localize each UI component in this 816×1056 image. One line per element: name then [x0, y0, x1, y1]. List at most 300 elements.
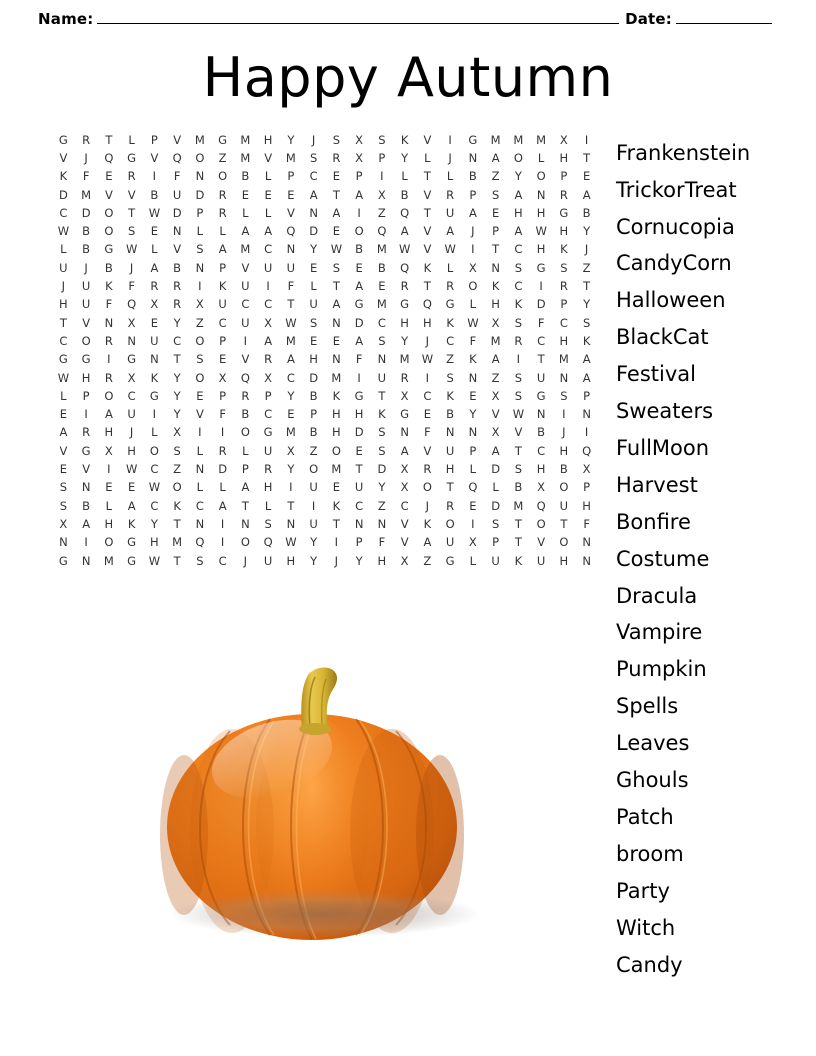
grid-cell: G [104, 242, 114, 257]
grid-cell: V [423, 224, 432, 239]
grid-cell: T [378, 388, 386, 403]
grid-cell: S [514, 260, 523, 275]
grid-cell: X [400, 553, 409, 568]
grid-cell: U [263, 443, 273, 458]
grid-cell: N [195, 516, 205, 531]
grid-cell: T [514, 443, 522, 458]
grid-cell: X [491, 425, 500, 440]
grid-cell: R [400, 279, 409, 294]
grid-cell: O [559, 535, 569, 550]
grid-cell: K [446, 315, 454, 330]
grid-cell: D [58, 187, 68, 202]
grid-cell: O [536, 516, 546, 531]
grid-cell: V [423, 443, 432, 458]
grid-cell: C [59, 333, 68, 348]
grid-cell: U [536, 553, 546, 568]
grid-cell: H [59, 297, 68, 312]
grid-cell: T [173, 516, 181, 531]
grid-cell: T [355, 462, 363, 477]
grid-cell: A [309, 187, 318, 202]
word-list-item: Ghouls [616, 768, 689, 793]
grid-cell: E [105, 169, 113, 184]
grid-cell: W [467, 315, 479, 330]
word-list-item: CandyCorn [616, 251, 732, 276]
grid-cell: P [310, 407, 318, 422]
word-list-item: Sweaters [616, 399, 714, 424]
grid-cell: S [332, 132, 341, 147]
grid-cell: W [535, 224, 547, 239]
grid-cell: Y [287, 132, 295, 147]
grid-cell: K [560, 242, 568, 257]
grid-cell: C [559, 315, 568, 330]
word-list-item: Vampire [616, 620, 703, 645]
grid-cell: Z [423, 553, 432, 568]
grid-cell: Q [582, 443, 592, 458]
grid-cell: S [514, 315, 523, 330]
grid-cell: M [103, 553, 114, 568]
grid-cell: L [264, 498, 272, 513]
grid-cell: N [582, 407, 591, 422]
grid-cell: X [59, 516, 68, 531]
grid-cell: S [491, 187, 500, 202]
grid-cell: C [59, 205, 68, 220]
grid-cell: W [148, 480, 161, 495]
grid-cell: U [445, 205, 455, 220]
grid-cell: O [149, 443, 159, 458]
grid-cell: Y [469, 407, 477, 422]
grid-cell: H [127, 443, 136, 458]
grid-cell: X [195, 297, 204, 312]
grid-cell: F [128, 279, 135, 294]
grid-cell: P [219, 333, 227, 348]
grid-cell: B [241, 169, 250, 184]
grid-cell: V [400, 516, 409, 531]
grid-cell: T [128, 205, 136, 220]
grid-cell: M [513, 498, 524, 513]
grid-cell: A [514, 224, 523, 239]
grid-cell: D [218, 462, 228, 477]
grid-cell: C [423, 388, 432, 403]
grid-cell: J [84, 150, 88, 165]
grid-cell: H [263, 480, 273, 495]
grid-cell: P [560, 297, 568, 312]
grid-cell: H [559, 224, 569, 239]
grid-cell: R [82, 425, 91, 440]
grid-cell: E [309, 260, 318, 275]
grid-cell: G [149, 388, 159, 403]
word-list-item: Costume [616, 546, 710, 571]
grid-cell: V [286, 205, 295, 220]
grid-cell: U [559, 498, 569, 513]
grid-cell: E [150, 315, 159, 330]
grid-cell: B [582, 205, 591, 220]
grid-cell: S [264, 516, 272, 531]
grid-cell: V [423, 132, 432, 147]
grid-cell: X [355, 150, 364, 165]
grid-cell: G [127, 352, 137, 367]
grid-cell: U [127, 407, 136, 422]
grid-cell: X [264, 315, 273, 330]
grid-cell: M [558, 352, 569, 367]
grid-cell: B [468, 169, 477, 184]
grid-cell: X [400, 462, 409, 477]
grid-cell: I [84, 407, 88, 422]
grid-cell: N [400, 425, 409, 440]
grid-cell: X [491, 388, 500, 403]
grid-cell: K [514, 297, 523, 312]
grid-cell: N [445, 425, 455, 440]
grid-cell: N [104, 315, 114, 330]
grid-cell: S [332, 260, 341, 275]
grid-cell: K [173, 498, 181, 513]
grid-cell: Y [583, 297, 591, 312]
name-label: Name: [38, 10, 94, 28]
grid-cell: B [82, 242, 91, 257]
grid-cell: G [559, 205, 569, 220]
grid-cell: H [400, 315, 409, 330]
grid-cell: E [59, 462, 68, 477]
grid-cell: H [354, 407, 364, 422]
grid-cell: T [583, 279, 591, 294]
grid-cell: A [491, 150, 500, 165]
grid-cell: S [560, 388, 568, 403]
word-list-item: Party [616, 878, 670, 903]
grid-cell: L [469, 297, 477, 312]
grid-cell: G [354, 297, 364, 312]
grid-cell: X [355, 132, 364, 147]
grid-cell: V [195, 407, 204, 422]
grid-cell: P [583, 480, 591, 495]
grid-cell: M [194, 132, 205, 147]
grid-cell: Y [310, 242, 318, 257]
grid-cell: G [445, 553, 455, 568]
grid-cell: X [104, 443, 113, 458]
grid-cell: J [129, 425, 134, 440]
grid-cell: G [263, 425, 273, 440]
date-label: Date: [625, 10, 672, 28]
grid-cell: I [380, 169, 384, 184]
grid-cell: D [309, 370, 319, 385]
grid-cell: S [514, 388, 523, 403]
word-list-item: broom [616, 841, 684, 866]
grid-cell: S [173, 443, 181, 458]
grid-cell: N [377, 352, 387, 367]
letter-grid-container [38, 133, 598, 569]
grid-cell: X [127, 370, 136, 385]
grid-cell: W [57, 370, 70, 385]
grid-cell: O [240, 425, 250, 440]
grid-cell: U [491, 553, 500, 568]
grid-cell: T [492, 242, 500, 257]
grid-cell: C [264, 242, 273, 257]
grid-cell: H [104, 516, 114, 531]
grid-cell: T [332, 279, 340, 294]
grid-cell: E [378, 279, 386, 294]
grid-cell: U [218, 297, 227, 312]
grid-cell: L [242, 205, 249, 220]
grid-cell: P [264, 388, 272, 403]
grid-cell: N [195, 462, 205, 477]
grid-cell: N [377, 516, 387, 531]
grid-cell: Y [310, 553, 318, 568]
grid-cell: O [331, 443, 341, 458]
grid-cell: E [287, 407, 295, 422]
grid-cell: Y [173, 388, 181, 403]
grid-cell: A [582, 187, 591, 202]
grid-cell: O [559, 480, 569, 495]
grid-cell: S [309, 150, 318, 165]
grid-cell: N [81, 480, 91, 495]
grid-cell: G [81, 352, 91, 367]
grid-cell: D [354, 315, 364, 330]
grid-cell: X [400, 388, 409, 403]
grid-cell: V [82, 462, 91, 477]
grid-cell: L [310, 279, 317, 294]
grid-cell: L [264, 205, 272, 220]
grid-cell: Z [195, 315, 204, 330]
grid-cell: U [309, 480, 318, 495]
grid-cell: L [469, 553, 477, 568]
grid-cell: T [241, 498, 249, 513]
grid-cell: O [354, 224, 364, 239]
grid-cell: B [82, 498, 91, 513]
name-date-line [38, 8, 778, 28]
grid-cell: C [173, 333, 182, 348]
grid-cell: H [286, 553, 296, 568]
grid-cell: V [150, 150, 159, 165]
grid-cell: U [263, 553, 273, 568]
grid-cell: M [240, 150, 251, 165]
grid-cell: V [104, 187, 113, 202]
grid-cell: B [446, 407, 455, 422]
grid-cell: N [150, 352, 159, 367]
grid-cell: A [82, 516, 91, 531]
grid-cell: B [104, 260, 113, 275]
grid-cell: I [448, 132, 452, 147]
word-list-item: FullMoon [616, 435, 710, 460]
grid-cell: R [104, 333, 113, 348]
grid-cell: H [309, 352, 318, 367]
grid-cell: Y [355, 553, 363, 568]
grid-cell: G [218, 132, 228, 147]
grid-cell: I [84, 535, 88, 550]
grid-cell: T [173, 352, 181, 367]
grid-cell: M [490, 132, 501, 147]
grid-cell: O [172, 480, 182, 495]
grid-cell: F [173, 169, 181, 184]
grid-cell: M [285, 150, 296, 165]
grid-cell: K [218, 279, 227, 294]
grid-cell: L [219, 224, 226, 239]
grid-cell: R [559, 279, 568, 294]
grid-cell: C [264, 407, 273, 422]
grid-cell: D [309, 224, 319, 239]
grid-cell: R [218, 187, 227, 202]
grid-cell: L [151, 425, 158, 440]
grid-cell: W [57, 224, 70, 239]
grid-cell: H [514, 205, 523, 220]
grid-cell: O [468, 279, 478, 294]
grid-cell: J [425, 498, 430, 513]
grid-cell: S [378, 425, 386, 440]
grid-cell: H [150, 535, 159, 550]
grid-cell: P [355, 535, 363, 550]
grid-cell: V [241, 260, 250, 275]
grid-cell: X [127, 315, 136, 330]
grid-cell: B [377, 260, 386, 275]
grid-cell: D [195, 187, 205, 202]
grid-cell: G [536, 260, 546, 275]
grid-cell: P [492, 535, 500, 550]
grid-cell: E [241, 187, 250, 202]
grid-cell: H [377, 553, 387, 568]
word-list-item: Spells [616, 694, 679, 719]
grid-cell: J [425, 333, 430, 348]
grid-cell: Q [468, 480, 478, 495]
grid-cell: F [82, 169, 90, 184]
grid-cell: K [400, 132, 409, 147]
grid-cell: J [61, 279, 66, 294]
grid-cell: S [196, 242, 204, 257]
grid-cell: N [127, 333, 136, 348]
grid-cell: G [400, 407, 410, 422]
grid-cell: I [152, 407, 157, 422]
grid-cell: C [241, 297, 250, 312]
grid-cell: Y [173, 370, 181, 385]
grid-cell: V [59, 150, 68, 165]
grid-cell: P [219, 260, 227, 275]
grid-cell: N [491, 260, 500, 275]
grid-cell: S [59, 498, 68, 513]
grid-cell: I [562, 407, 566, 422]
grid-cell: J [448, 150, 452, 165]
grid-cell: L [446, 260, 454, 275]
grid-cell: F [537, 315, 545, 330]
grid-cell: L [446, 169, 454, 184]
grid-cell: L [401, 169, 408, 184]
grid-cell: U [263, 260, 273, 275]
grid-cell: S [127, 224, 136, 239]
grid-cell: G [354, 388, 364, 403]
grid-cell: A [218, 242, 227, 257]
grid-cell: K [127, 516, 136, 531]
grid-cell: H [582, 498, 591, 513]
grid-cell: E [127, 480, 136, 495]
grid-cell: J [471, 224, 475, 239]
grid-cell: O [195, 333, 205, 348]
grid-cell: C [514, 279, 523, 294]
grid-cell: U [241, 315, 250, 330]
grid-cell: L [105, 498, 113, 513]
grid-cell: L [492, 480, 499, 495]
grid-cell: I [516, 352, 521, 367]
grid-cell: I [471, 242, 475, 257]
grid-cell: N [536, 187, 546, 202]
grid-cell: O [104, 388, 114, 403]
grid-cell: Q [127, 297, 137, 312]
grid-cell: S [196, 553, 204, 568]
grid-cell: E [332, 224, 341, 239]
grid-cell: Y [287, 462, 295, 477]
grid-cell: E [355, 443, 363, 458]
grid-cell: S [514, 462, 523, 477]
grid-cell: U [81, 297, 91, 312]
grid-cell: G [127, 150, 137, 165]
grid-cell: N [332, 352, 341, 367]
grid-cell: B [400, 187, 409, 202]
grid-cell: B [173, 260, 182, 275]
grid-cell: H [559, 333, 569, 348]
grid-cell: Y [310, 535, 318, 550]
grid-cell: M [240, 242, 251, 257]
word-list-item: Festival [616, 362, 696, 387]
grid-cell: R [82, 132, 91, 147]
grid-cell: W [512, 407, 525, 422]
grid-cell: H [559, 443, 569, 458]
grid-cell: M [172, 535, 183, 550]
grid-cell: H [536, 205, 546, 220]
grid-cell: C [195, 498, 204, 513]
grid-cell: V [423, 242, 432, 257]
grid-cell: E [59, 407, 68, 422]
grid-cell: C [377, 315, 386, 330]
grid-cell: E [332, 169, 341, 184]
grid-cell: M [240, 132, 251, 147]
grid-cell: P [355, 169, 363, 184]
grid-cell: R [218, 443, 227, 458]
grid-cell: W [421, 352, 434, 367]
grid-cell: O [195, 370, 205, 385]
grid-cell: N [582, 535, 591, 550]
grid-cell: H [536, 462, 546, 477]
grid-cell: C [309, 169, 318, 184]
grid-cell: S [560, 260, 568, 275]
grid-cell: I [107, 352, 111, 367]
grid-cell: C [537, 443, 546, 458]
grid-cell: E [582, 169, 591, 184]
grid-cell: W [285, 315, 297, 330]
grid-cell: E [423, 407, 432, 422]
grid-cell: A [582, 370, 591, 385]
word-list-item: BlackCat [616, 325, 709, 350]
grid-cell: N [286, 516, 296, 531]
grid-cell: Z [446, 352, 455, 367]
grid-cell: L [196, 224, 204, 239]
grid-cell: G [468, 132, 478, 147]
grid-cell: H [423, 315, 432, 330]
word-list-item: Pumpkin [616, 657, 707, 682]
grid-cell: M [399, 352, 410, 367]
grid-cell: U [286, 260, 296, 275]
grid-cell: Q [400, 260, 410, 275]
grid-cell: T [423, 279, 431, 294]
grid-cell: A [514, 187, 523, 202]
grid-cell: D [536, 297, 546, 312]
grid-cell: L [128, 132, 135, 147]
grid-cell: H [332, 407, 341, 422]
grid-cell: G [81, 443, 91, 458]
grid-cell: G [58, 352, 68, 367]
word-list-item: Bonfire [616, 509, 691, 534]
grid-cell: P [469, 187, 477, 202]
grid-cell: N [468, 370, 478, 385]
grid-cell: H [536, 242, 546, 257]
grid-cell: F [424, 425, 431, 440]
grid-cell: U [536, 370, 546, 385]
grid-cell: E [309, 333, 318, 348]
grid-cell: T [287, 498, 295, 513]
grid-cell: A [423, 535, 432, 550]
